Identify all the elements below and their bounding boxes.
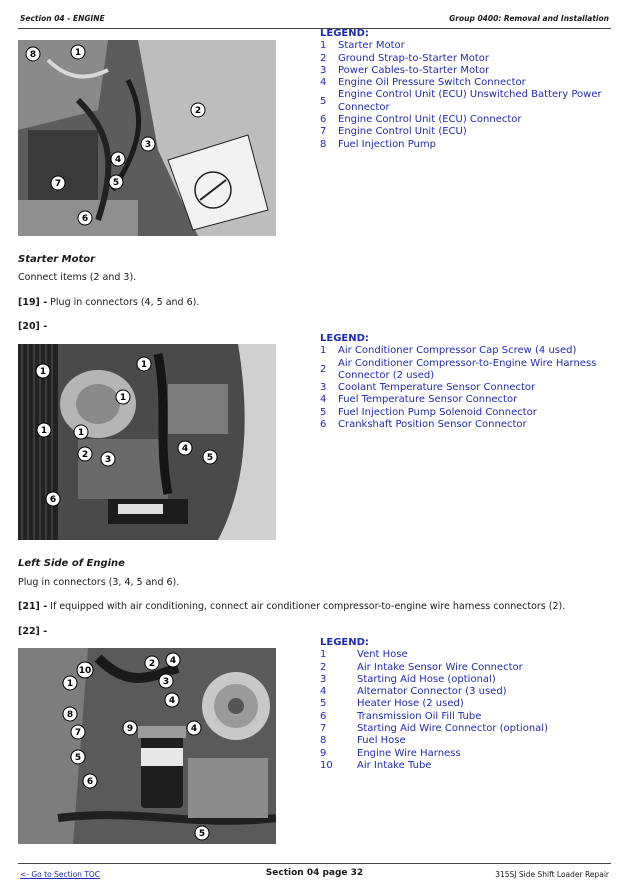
legend-table [320, 40, 610, 151]
legend-text: Alternator Connector (3 used) [357, 686, 507, 698]
legend-item [320, 358, 610, 383]
legend-item [320, 126, 610, 138]
callout-number: 2 [81, 450, 89, 460]
legend-item [320, 698, 548, 710]
legend-item [320, 77, 610, 89]
callout-layer [18, 648, 276, 844]
heading-starter-motor: Starter Motor [18, 254, 96, 265]
callout-number: 5 [206, 453, 214, 463]
legend-number: 5 [320, 406, 327, 418]
callout-number: 7 [74, 728, 82, 738]
legend-text: Air Conditioner Compressor-to-Engine Wire Harness Connector (2 used) [338, 357, 597, 381]
legend-text: Heater Hose (2 used) [357, 698, 464, 710]
legend-number: 8 [320, 138, 327, 150]
legend-number: 1 [320, 345, 327, 357]
legend-number: 9 [320, 747, 327, 759]
legend-number: 6 [320, 710, 327, 722]
legend-item [320, 89, 610, 114]
legend-text: Air Intake Sensor Wire Connector [357, 661, 523, 673]
callout-number: 8 [66, 710, 74, 720]
legend-number: 5 [320, 698, 327, 710]
callout-number: 9 [126, 724, 134, 734]
page-header [18, 10, 611, 29]
step-21 [18, 601, 565, 612]
legend-item [320, 40, 610, 52]
toc-link[interactable]: <- Go to Section TOC [20, 870, 101, 879]
step-number: [19] - [18, 297, 48, 308]
legend-number: 3 [320, 673, 327, 685]
callout-number: 5 [198, 829, 206, 839]
legend-number: 8 [320, 735, 327, 747]
legend-number: 2 [320, 661, 327, 673]
legend-item [320, 723, 548, 735]
legend-item [320, 345, 610, 357]
legend-item [320, 65, 610, 77]
section-title: Section 04 - ENGINE [20, 14, 105, 23]
callout-number: 4 [190, 724, 198, 734]
legend-text: Fuel Temperature Sensor Connector [338, 394, 518, 406]
legend-item [320, 419, 610, 431]
callout-number: 2 [148, 659, 156, 669]
group-title: Group 0400: Removal and Installation [449, 14, 609, 23]
legend-item [320, 139, 610, 151]
callout-6: 6 [81, 214, 89, 224]
legend-number: 1 [320, 40, 327, 52]
callout-number: 3 [162, 677, 170, 687]
callout-number: 1 [140, 360, 148, 370]
step-20: [20] - [18, 321, 48, 332]
legend-text: Fuel Injection Pump [338, 138, 436, 150]
legend-item [320, 735, 548, 747]
legend-item [320, 394, 610, 406]
legend-number: 10 [320, 759, 333, 771]
legend-text: Vent Hose [357, 649, 408, 661]
legend-text: Starting Aid Wire Connector (optional) [357, 723, 548, 735]
legend-text: Transmission Oil Fill Tube [357, 710, 482, 722]
step-text: Plug in connectors (4, 5 and 6). [47, 297, 200, 308]
callout-3: 3 [144, 140, 152, 150]
engine-photo-ac-compressor [18, 344, 276, 540]
legend-text: Air Intake Tube [357, 759, 432, 771]
legend-number: 1 [320, 649, 327, 661]
engine-photo-left-side [18, 648, 276, 844]
heading-left-side: Left Side of Engine [18, 558, 125, 569]
callout-number: 1 [77, 428, 85, 438]
legend-number: 7 [320, 723, 327, 735]
legend-item [320, 748, 548, 760]
callout-layer [18, 40, 276, 236]
legend-3 [320, 637, 610, 772]
legend-table [320, 345, 610, 431]
legend-number: 2 [320, 363, 327, 375]
legend-item [320, 662, 548, 674]
legend-item [320, 53, 610, 65]
legend-text: Engine Oil Pressure Switch Connector [338, 77, 526, 89]
legend-item [320, 674, 548, 686]
legend-number: 3 [320, 64, 327, 76]
manual-title: 315SJ Side Shift Loader Repair [495, 870, 609, 879]
legend-title: LEGEND: [320, 637, 369, 648]
legend-text: Fuel Injection Pump Solenoid Connector [338, 406, 537, 418]
legend-item [320, 711, 548, 723]
callout-5: 5 [112, 178, 120, 188]
legend-2 [320, 333, 610, 431]
callout-7: 7 [54, 179, 62, 189]
instruction-text: Plug in connectors (3, 4, 5 and 6). [18, 577, 180, 588]
callout-number: 5 [74, 753, 82, 763]
callout-number: 1 [40, 426, 48, 436]
page-number: Section 04 page 32 [265, 868, 364, 878]
legend-title: LEGEND: [320, 333, 369, 344]
step-19 [18, 297, 199, 308]
legend-item [320, 407, 610, 419]
legend-number: 2 [320, 52, 327, 64]
legend-number: 4 [320, 394, 327, 406]
legend-text: Fuel Hose [357, 735, 406, 747]
legend-text: Starting Aid Hose (optional) [357, 673, 496, 685]
callout-number: 1 [66, 679, 74, 689]
legend-text: Starter Motor [338, 40, 405, 52]
legend-number: 4 [320, 686, 327, 698]
callout-number: 3 [104, 455, 112, 465]
legend-text: Air Conditioner Compressor Cap Screw (4 used) [338, 345, 577, 357]
callout-8: 8 [29, 50, 37, 60]
legend-number: 7 [320, 126, 327, 138]
legend-item [320, 382, 610, 394]
legend-text: Engine Wire Harness [357, 747, 461, 759]
legend-text: Engine Control Unit (ECU) [338, 126, 467, 138]
step-text: If equipped with air conditioning, connect air conditioner compressor-to-engine wire harness connectors (2). [47, 601, 566, 612]
callout-number: 4 [169, 656, 177, 666]
legend-number: 5 [320, 95, 327, 107]
legend-text: Engine Control Unit (ECU) Connector [338, 114, 522, 126]
callout-number: 1 [119, 393, 127, 403]
step-number: [21] - [18, 601, 48, 612]
legend-1 [320, 28, 610, 151]
legend-title: LEGEND: [320, 28, 369, 39]
page-footer [18, 863, 611, 886]
legend-item [320, 686, 548, 698]
callout-4: 4 [114, 155, 122, 165]
callout-number: 6 [86, 777, 94, 787]
legend-item [320, 649, 548, 661]
callout-layer [18, 344, 276, 540]
legend-number: 4 [320, 77, 327, 89]
callout-2: 2 [194, 106, 202, 116]
legend-item [320, 760, 548, 772]
callout-number: 6 [49, 495, 57, 505]
legend-text: Power Cables-to-Starter Motor [338, 64, 490, 76]
callout-number: 1 [39, 367, 47, 377]
legend-table [320, 649, 548, 772]
callout-number: 4 [168, 696, 176, 706]
step-22: [22] - [18, 626, 48, 637]
legend-text: Ground Strap-to-Starter Motor [338, 52, 490, 64]
callout-number: 10 [78, 666, 92, 676]
legend-text: Crankshaft Position Sensor Connector [338, 419, 527, 431]
callout-number: 4 [181, 444, 189, 454]
instruction-text: Connect items (2 and 3). [18, 272, 137, 283]
legend-text: Coolant Temperature Sensor Connector [338, 382, 536, 394]
legend-number: 3 [320, 382, 327, 394]
legend-number: 6 [320, 419, 327, 431]
callout-1: 1 [74, 48, 82, 58]
legend-item [320, 114, 610, 126]
legend-number: 6 [320, 114, 327, 126]
engine-photo-starter [18, 40, 276, 236]
legend-text: Engine Control Unit (ECU) Unswitched Battery Power Connector [338, 89, 602, 113]
